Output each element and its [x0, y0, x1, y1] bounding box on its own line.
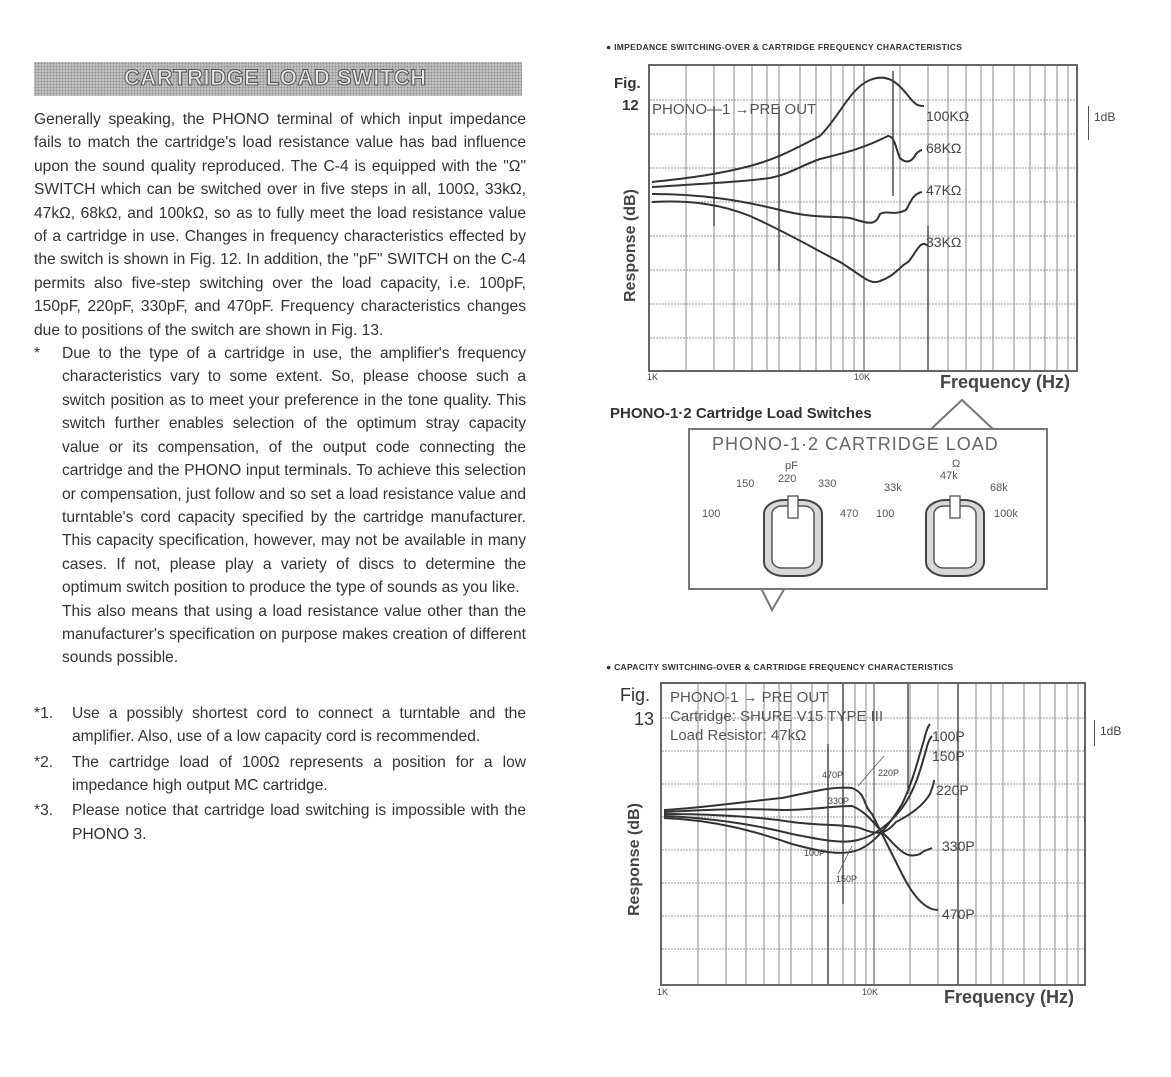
footnote-text: The cartridge load of 100Ω represents a position for a low impedance high output MC cartridge.	[72, 753, 526, 794]
fig13-note-line2: Cartridge: SHURE V15 TYPE III	[670, 708, 884, 725]
pf-pos-220: 220	[778, 473, 797, 485]
fig12-fig-word: Fig.	[614, 75, 641, 92]
fig12-scale-label: 1dB	[1094, 110, 1116, 124]
fig13-heading: ● CAPACITY SWITCHING-OVER & CARTRIDGE FREQUENCY CHARACTERISTICS	[606, 662, 954, 672]
fig12-label-100k: 100KΩ	[926, 108, 970, 124]
ohm-knob[interactable]	[922, 492, 992, 582]
fig13-note-line3: Load Resistor: 47kΩ	[670, 727, 807, 744]
note-text: Due to the type of a cartridge in use, the amplifier's frequency characteristics vary to some extent. So, please choose such a switch position as to meet your preference in the tone quality. This switch further enables selection of the optimum stray capacity value or its compensation, of the output code connecting the cartridge and the PHONO input terminals. To achieve this selection or compensation, just follow and so set a load resistance value and turntable's cord capacity specified by the cartridge manufacturer. This capacity specification, however, may not be available in many cases. If not, please play a variety of discs to determine the optimum switch position to produce the type of sounds as you like.	[62, 345, 526, 597]
note-text-2: This also means that using a load resistance value other than the manufacturer's specification on purpose makes creation of different sounds possible.	[62, 602, 526, 667]
footnote	[34, 751, 526, 798]
fig12-plot	[648, 64, 1078, 372]
pf-pos-330: 330	[818, 478, 837, 490]
cartridge-load-panel	[688, 428, 1048, 590]
switches-title: PHONO-1·2 Cartridge Load Switches	[610, 405, 872, 422]
fig13-label-470p: 470P	[942, 906, 975, 922]
fig12-tick-1k: 1K	[647, 372, 659, 382]
panel-title: PHONO-1·2 CARTRIDGE LOAD	[712, 434, 999, 454]
fig12-label-68k: 68KΩ	[926, 140, 962, 156]
fig13-fig-word: Fig.	[620, 685, 651, 705]
ohm-pos-100: 100	[876, 508, 895, 520]
intro-paragraph: Generally speaking, the PHONO terminal of which input impedance fails to match the cartridge's load resistance value has bad influence upon the sound quality reproduced. The C-4 is equipped with the "Ω" SWITCH which can be switched over in five steps in all, 100Ω, 33kΩ, 47kΩ, 68kΩ, and 100kΩ, so as to fully meet the load resistance value of a cartridge in use. Changes in frequency characteristics effected by the switch is shown in Fig. 12. In addition, the "pF" SWITCH on the C-4 permits also five-step switching over the load capacity, i.e. 100pF, 150pF, 220pF, 330pF, and 470pF. Frequency characteristics changes due to positions of the switch are shown in Fig. 13.	[34, 111, 526, 339]
fig13-inner-label-470p: 470P	[822, 770, 844, 780]
fig12-label-33k: 33KΩ	[926, 234, 962, 250]
fig13-inner-label-330p: 330P	[828, 796, 850, 806]
fig13-label-100p: 100P	[932, 728, 965, 744]
fig12-x-axis-label: Frequency (Hz)	[940, 372, 1071, 392]
fig13-label-330p: 330P	[942, 838, 975, 854]
footnotes	[34, 702, 526, 846]
ohm-pos-100k: 100k	[994, 508, 1018, 520]
fig12-scale-bar	[1088, 106, 1089, 140]
footnote-mark: *1.	[34, 704, 54, 722]
fig13-plot	[660, 682, 1086, 986]
footnote	[34, 702, 526, 749]
fig13-inner-label-100p: 100P	[804, 848, 826, 858]
fig12-plot-note: PHONO—1 →PRE OUT	[652, 101, 817, 118]
fig13-label-150p: 150P	[932, 748, 965, 764]
footnote-text: Please notice that cartridge load switching is impossible with the PHONO 3.	[72, 802, 526, 843]
fig13-label-220p: 220P	[936, 782, 969, 798]
pf-pos-100: 100	[702, 508, 721, 520]
fig13-tick-1k: 1K	[657, 987, 669, 997]
pf-unit-label: pF	[785, 460, 798, 472]
fig13-scale-label: 1dB	[1100, 724, 1122, 738]
fig13-inner-label-220p: 220P	[878, 768, 900, 778]
footnote-mark: *2.	[34, 753, 54, 771]
ohm-pos-47k: 47k	[940, 470, 958, 482]
fig13-tick-10k: 10K	[862, 987, 879, 997]
note-asterisk: *	[34, 345, 41, 363]
fig12-number: 12	[622, 97, 639, 114]
fig12-y-axis-label: Response (dB)	[622, 189, 639, 302]
pf-knob[interactable]	[760, 492, 830, 582]
fig12-tick-10k: 10K	[854, 372, 871, 382]
footnote-text: Use a possibly shortest cord to connect a turntable and the amplifier. Also, use of a low capacity cord is recommended.	[72, 704, 526, 746]
fig12-heading: ● IMPEDANCE SWITCHING-OVER & CARTRIDGE FREQUENCY CHARACTERISTICS	[606, 42, 963, 52]
ohm-pos-68k: 68k	[990, 482, 1008, 494]
pf-pos-150: 150	[736, 478, 755, 490]
fig12-label-47k: 47KΩ	[926, 182, 962, 198]
ohm-unit-label: Ω	[952, 458, 961, 470]
fig13-number: 13	[634, 709, 655, 729]
fig13-note-line1: PHONO-1 → PRE OUT	[670, 689, 829, 706]
pf-pos-470: 470	[840, 508, 859, 520]
text-column	[34, 62, 526, 846]
section-title-banner	[34, 62, 522, 96]
fig13-inner-label-150p: 150P	[836, 874, 858, 884]
fig13-scale-bar	[1094, 720, 1095, 746]
ohm-pos-33k: 33k	[884, 482, 902, 494]
fig13-y-axis-label: Response (dB)	[626, 803, 643, 916]
tone-note	[34, 342, 526, 670]
section-title: CARTRIDGE LOAD SWITCH	[124, 65, 427, 90]
footnote-mark: *3.	[34, 802, 54, 820]
fig13-x-axis-label: Frequency (Hz)	[944, 987, 1075, 1007]
footnote	[34, 799, 526, 846]
